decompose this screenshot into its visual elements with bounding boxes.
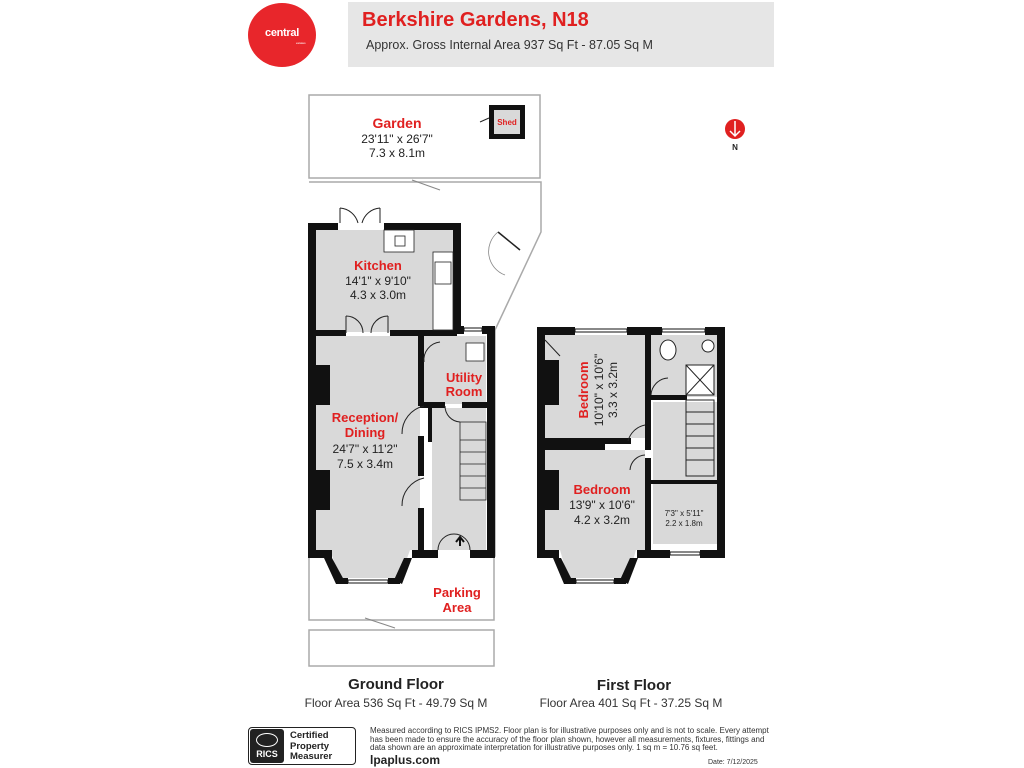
rics-emblem-icon (256, 733, 278, 747)
website-link[interactable]: lpaplus.com (370, 753, 441, 767)
bedroom1-dim-metric: 3.3 x 3.2m (606, 361, 620, 419)
garden-dim-imperial: 23'11" x 26'7" (361, 132, 433, 146)
rics-line2: Property (290, 740, 330, 752)
kitchen-dim-metric: 4.3 x 3.0m (349, 288, 407, 302)
rics-wordmark: RICS (256, 749, 278, 759)
bedroom1-dim-imperial: 10'10" x 10'6" (592, 353, 606, 427)
shed-label: Shed (497, 118, 517, 127)
garden-label: Garden (372, 115, 422, 131)
compass-label: N (732, 143, 738, 152)
plan-date: Date: 7/12/2025 (708, 759, 758, 766)
page-title: Berkshire Gardens, N18 (362, 9, 589, 31)
small-room-dim-imperial: 7'3" x 5'11" (664, 509, 704, 518)
bedroom2-dim-metric: 4.2 x 3.2m (573, 513, 631, 527)
garden-dim-metric: 7.3 x 8.1m (368, 146, 426, 160)
reception-dim-metric: 7.5 x 3.4m (336, 457, 394, 471)
ground-floor-title: Ground Floor (348, 676, 444, 693)
rics-certification-text (290, 731, 332, 763)
reception-label-line1: Reception/ (331, 410, 399, 425)
utility-label-line2: Room (445, 384, 483, 399)
disclaimer: Measured according to RICS IPMS2. Floor plan is for illustrative purposes only and is not to scale. Every attempt has been made to ensure the accuracy of the floor plan shown, however all measurements, fixtures, fittings and data shown are an approximate interpretation for illustrative purposes only. 1 sq m = 10.76 sq feet. (370, 726, 769, 752)
parking-label-line1: Parking (433, 585, 481, 600)
first-floor-plan (537, 327, 725, 584)
first-floor-title: First Floor (596, 677, 672, 694)
bedroom2-label: Bedroom (573, 482, 631, 497)
compass-icon (725, 119, 745, 139)
utility-label-line1: Utility (445, 370, 483, 385)
brand-logo-text: central (265, 27, 299, 39)
kitchen-dim-imperial: 14'1" x 9'10" (345, 274, 411, 288)
reception-label-line2: Dining (344, 425, 386, 440)
gross-area: Approx. Gross Internal Area 937 Sq Ft - 87.05 Sq M (366, 38, 653, 52)
rics-line1: Certified (290, 730, 329, 741)
bedroom1-label: Bedroom (576, 361, 591, 419)
first-floor-area: Floor Area 401 Sq Ft - 37.25 Sq M (539, 696, 723, 710)
kitchen-label: Kitchen (354, 258, 402, 273)
reception-dim-imperial: 24'7" x 11'2" (332, 442, 398, 456)
small-room-dim-metric: 2.2 x 1.8m (665, 519, 703, 528)
bedroom2-dim-imperial: 13'9" x 10'6" (569, 498, 635, 512)
brand-logo-subtext: estates (296, 41, 306, 45)
ground-floor-area: Floor Area 536 Sq Ft - 49.79 Sq M (304, 696, 488, 710)
parking-label-line2: Area (442, 600, 472, 615)
rics-line3: Measurer (290, 751, 333, 762)
